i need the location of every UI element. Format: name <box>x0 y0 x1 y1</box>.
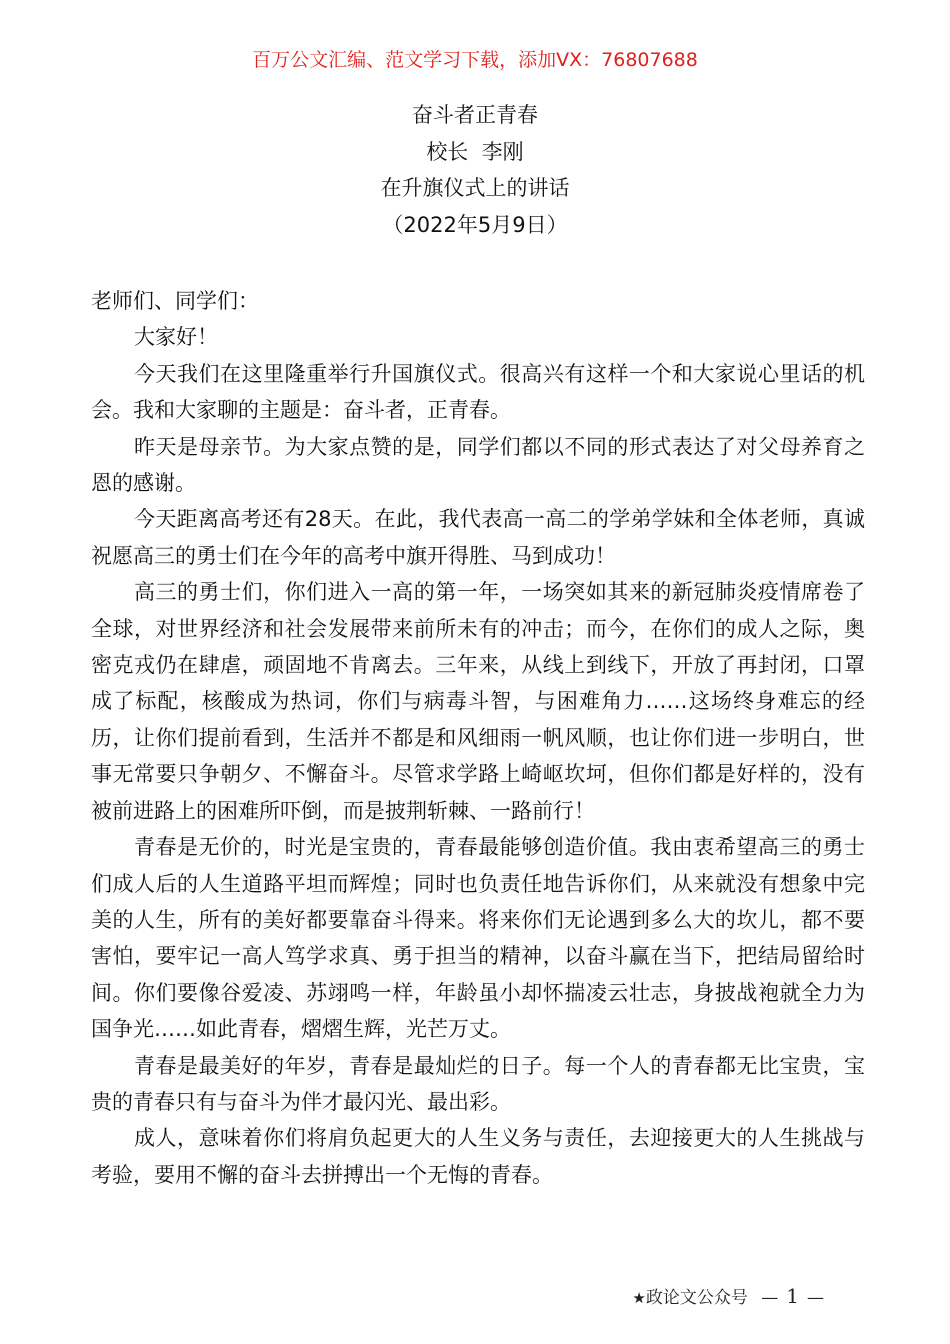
paragraph-greeting: 大家好！ <box>134 325 218 350</box>
footer-source: 政论文公众号 <box>645 1288 748 1308</box>
occasion-line: 在升旗仪式上的讲话 <box>380 176 570 200</box>
speech-body <box>91 283 865 1193</box>
paragraph: 高三的勇士们，你们进入一高的第一年，一场突如其来的新冠肺炎疫情席卷了全球，对世界经济和社会发展带来前所未有的冲击；而今，在你们的成人之际，奥密克戎仍在肆虐，顽固地不肯离去。三年来，从线上到线下，开放了再封闭，口罩成了标配，核酸成为热词，你们与病毒斗智，与困难角力……这场终身难忘的经历，让你们提前看到，生活并不都是和风细雨一帆风顺，也让你们进一步明白，世事无常要只争朝夕、不懈奋斗。尽管求学路上崎岖坎坷，但你们都是好样的，没有被前进路上的困难所吓倒，而是披荆斩棘、一路前行！ <box>91 580 865 823</box>
paragraph: 昨天是母亲节。为大家点赞的是，同学们都以不同的形式表达了对父母养育之恩的感谢。 <box>91 434 865 496</box>
document-title: 奋斗者正青春 <box>412 103 538 127</box>
footer-dash-left: — <box>761 1288 779 1308</box>
paragraph: 青春是最美好的年岁，青春是最灿烂的日子。每一个人的青春都无比宝贵，宝贵的青春只有与奋斗为伴才最闪光、最出彩。 <box>91 1053 865 1114</box>
salutation: 老师们、同学们： <box>91 289 259 313</box>
date-line: （2022年5月9日） <box>382 212 568 237</box>
header-banner: 百万公文汇编、范文学习下载，添加VX：76807688 <box>252 49 698 71</box>
author-line: 校长 李刚 <box>426 139 524 164</box>
footer-dash-right: — <box>807 1288 824 1308</box>
page-footer <box>632 1284 832 1310</box>
page-number: 1 <box>786 1284 799 1308</box>
paragraph: 今天我们在这里隆重举行升国旗仪式。很高兴有这样一个和大家说心里话的机会。我和大家聊的主题是：奋斗者，正青春。 <box>91 361 865 423</box>
paragraph: 今天距离高考还有28天。在此，我代表高一高二的学弟学妹和全体老师，真诚祝愿高三的勇士们在今年的高考中旗开得胜、马到成功！ <box>91 507 865 568</box>
paragraph: 成人，意味着你们将肩负起更大的人生义务与责任，去迎接更大的人生挑战与考验，要用不懈的奋斗去拼搏出一个无悔的青春。 <box>91 1126 865 1187</box>
paragraph: 青春是无价的，时光是宝贵的，青春最能够创造价值。我由衷希望高三的勇士们成人后的人生道路平坦而辉煌；同时也负责任地告诉你们，从来就没有想象中完美的人生，所有的美好都要靠奋斗得来。将来你们无论遇到多么大的坎儿，都不要害怕，要牢记一高人笃学求真、勇于担当的精神，以奋斗赢在当下，把结局留给时间。你们要像谷爱凌、苏翊鸣一样，年龄虽小却怀揣凌云壮志，身披战袍就全力为国争光……如此青春，熠熠生辉，光芒万丈。 <box>91 835 865 1042</box>
title-block <box>0 97 950 243</box>
star-icon: ★ <box>632 1289 646 1307</box>
